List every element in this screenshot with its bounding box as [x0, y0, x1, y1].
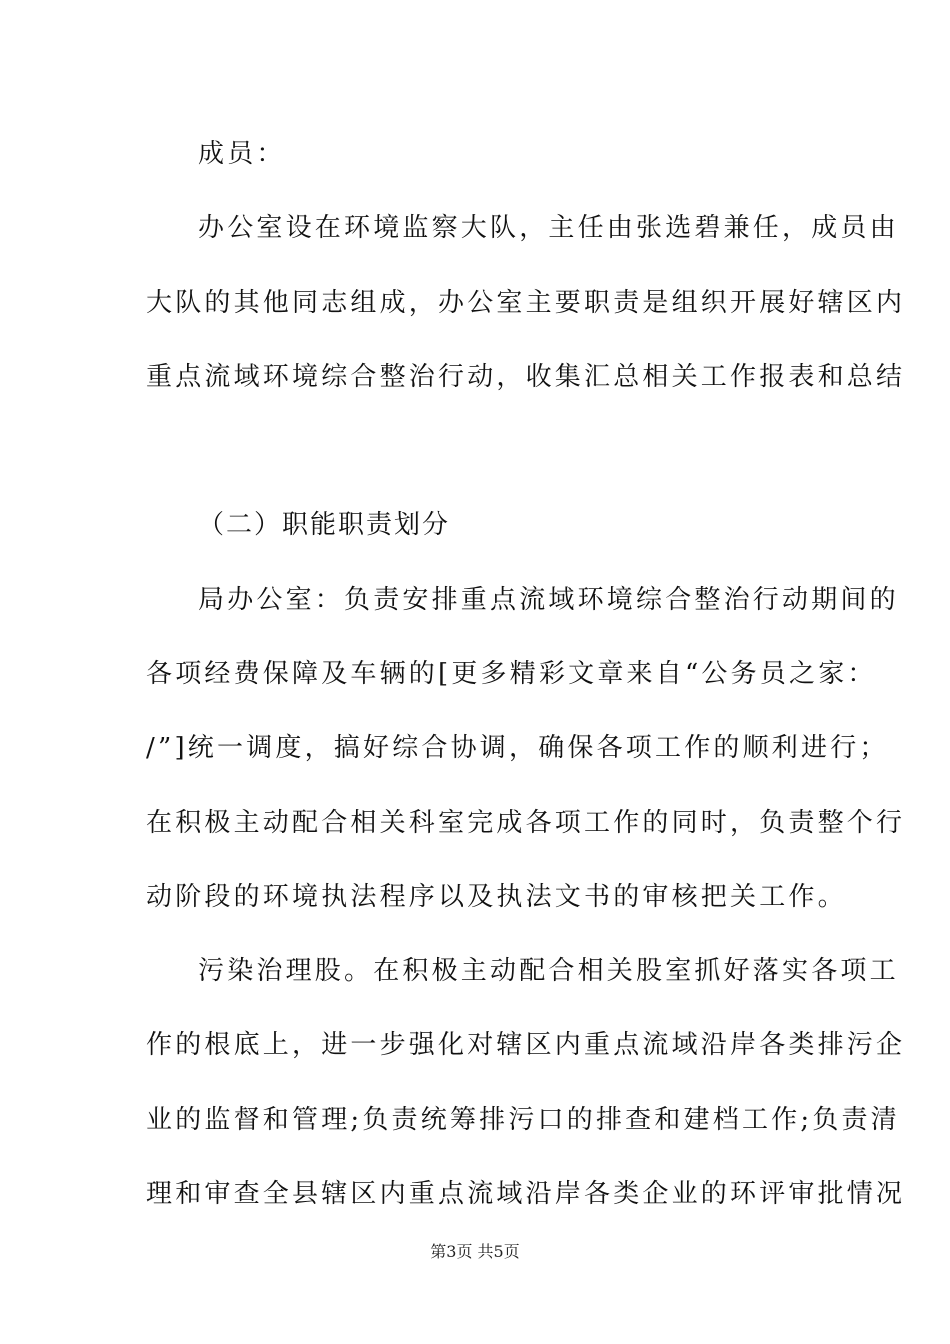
- text-line: 各项经费保障及车辆的[更多精彩文章来自“公务员之家：: [146, 659, 877, 689]
- text-line: 重点流域环境综合整治行动，收集汇总相关工作报表和总结: [146, 362, 906, 392]
- text-line: 理和审查全县辖区内重点流域沿岸各类企业的环评审批情况: [146, 1179, 906, 1209]
- text-line: 业的监督和管理;负责统筹排污口的排查和建档工作;负责清: [146, 1105, 900, 1135]
- text-line: 办公室设在环境监察大队，主任由张选碧兼任，成员由: [198, 213, 899, 243]
- text-line: 成员：: [198, 139, 286, 169]
- text-line: 在积极主动配合相关科室完成各项工作的同时，负责整个行: [146, 808, 906, 838]
- text-line: 作的根底上，进一步强化对辖区内重点流域沿岸各类排污企: [146, 1030, 906, 1060]
- text-line: /”]统一调度，搞好综合协调，确保各项工作的顺利进行；: [146, 733, 889, 763]
- text-line: 局办公室：负责安排重点流域环境综合整治行动期间的: [198, 585, 899, 615]
- section-heading: （二）职能职责划分: [198, 510, 451, 540]
- page-number: 第3页 共5页: [430, 1242, 520, 1261]
- text-line: 动阶段的环境执法程序以及执法文书的审核把关工作。: [146, 882, 847, 912]
- text-line: 大队的其他同志组成，办公室主要职责是组织开展好辖区内: [146, 288, 906, 318]
- text-line: 污染治理股。在积极主动配合相关股室抓好落实各项工: [198, 956, 899, 986]
